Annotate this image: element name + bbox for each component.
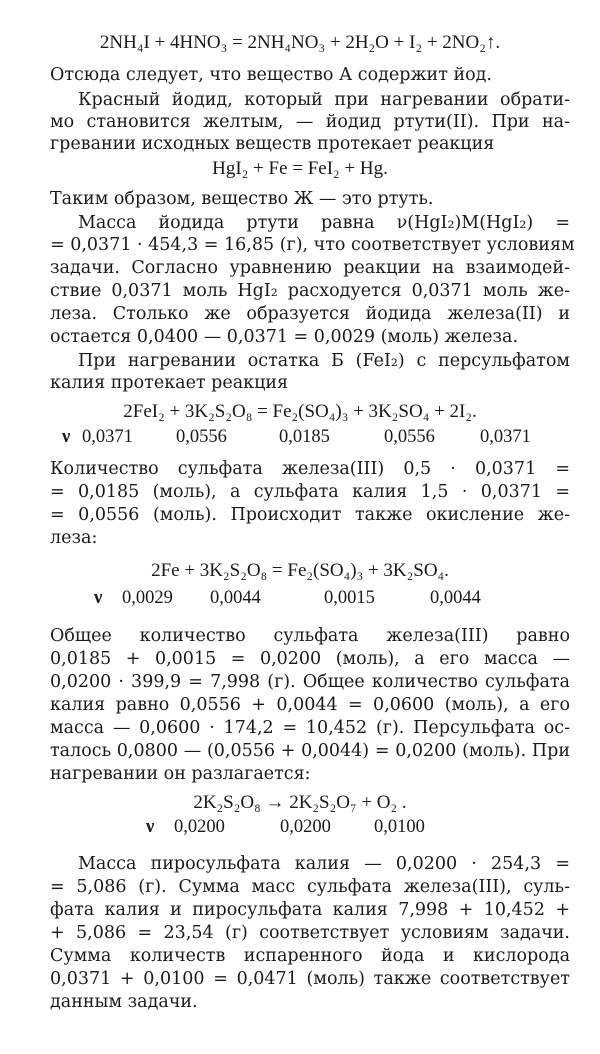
text-line: гревании исходных веществ протекает реакция [50,134,495,154]
equation-4: 2Fe + 3K₂S₂O₈ = Fe₂(SO₄)₃ + 3K₂SO₄. [151,560,449,581]
equation-2: HgI₂ + Fe = FeI₂ + Hg. [212,158,388,179]
text-line: Масса пиросульфата калия — 0,0200 · 254,3 = [78,854,570,874]
text-line: + 5,086 = 23,54 (г) соответствует условиям задачи. [50,923,570,943]
nu-value: 0,0029 [122,588,173,608]
text-line: Общее количество сульфата железа(III) равно [50,626,570,646]
text-line: Количество сульфата железа(III) 0,5 · 0,0371 = [50,459,570,479]
equation-5: 2K₂S₂O₈ → 2K₂S₂O₇ + O₂ . [193,792,407,813]
text-line: калия равно 0,0556 + 0,0044 = 0,0600 (моль), а его [50,695,570,715]
nu-value: 0,0556 [384,427,435,447]
text-line: леза: [50,528,98,548]
nu-value: 0,0200 [280,817,331,837]
nu-value: 0,0185 [279,427,330,447]
nu-value: 0,0044 [210,588,261,608]
equation-1: 2NH₄I + 4HNO₃ = 2NH₄NO₃ + 2H₂O + I₂ + 2NO₂↑. [99,32,501,53]
text-line: остается 0,0400 — 0,0371 = 0,0029 (моль) железа. [50,327,519,347]
text-line: 0,0371 + 0,0100 = 0,0471 (моль) также соответствует [50,969,570,989]
text-line: ствие 0,0371 моль HgI₂ расходуется 0,0371 моль же- [50,281,570,301]
nu-value: 0,0015 [324,588,375,608]
text-line: Сумма количеств испаренного йода и кислорода [50,946,570,966]
text-line: леза. Столько же образуется йодида железа(II) и [50,304,570,324]
equation-3: 2FeI₂ + 3K₂S₂O₈ = Fe₂(SO₄)₃ + 3K₂SO₄ + 2I₂. [123,401,477,422]
text-line: Таким образом, вещество Ж — это ртуть. [50,189,434,209]
nu-value: 0,0100 [374,817,425,837]
text-line: талось 0,0800 — (0,0556 + 0,0044) = 0,0200 (моль). При [50,741,570,761]
text-line: Масса йодида ртути равна ν(HgI₂)M(HgI₂) = [78,213,570,233]
text-line: данным задачи. [50,992,198,1012]
text-line: = 0,0556 (моль). Происходит также окисление же- [50,505,570,525]
text-line: = 5,086 (г). Сумма масс сульфата железа(III), суль- [50,877,570,897]
nu-symbol: ν [146,817,155,837]
nu-value: 0,0371 [480,427,531,447]
nu-value: 0,0200 [174,817,225,837]
text-line: нагревании он разлагается: [50,764,311,784]
text-line: фата калия и пиросульфата калия 7,998 + 10,452 + [50,900,570,920]
text-line: задачи. Согласно уравнению реакции на взаимодей- [50,258,570,278]
text-line: При нагревании остатка Б (FeI₂) с персульфатом [78,351,570,371]
nu-symbol: ν [62,427,71,447]
text-line: 0,0185 + 0,0015 = 0,0200 (моль), а его масса — [50,649,570,669]
nu-value: 0,0556 [176,427,227,447]
nu-value: 0,0044 [430,588,481,608]
text-line: Красный йодид, который при нагревании обрати- [78,90,570,110]
text-line: мо становится желтым, — йодид ртути(II). При на- [50,112,570,132]
text-line: = 0,0185 (моль), а сульфата калия 1,5 · 0,0371 = [50,482,570,502]
text-line: = 0,0371 · 454,3 = 16,85 (г), что соответствует условиям [50,235,575,255]
nu-symbol: ν [94,588,103,608]
text-line: масса — 0,0600 · 174,2 = 10,452 (г). Персульфата ос- [50,718,570,738]
text-line: калия протекает реакция [50,373,289,393]
text-line: Отсюда следует, что вещество А содержит йод. [50,65,492,85]
text-line: 0,0200 · 399,9 = 7,998 (г). Общее количество сульфата [50,672,570,692]
nu-value: 0,0371 [82,427,133,447]
